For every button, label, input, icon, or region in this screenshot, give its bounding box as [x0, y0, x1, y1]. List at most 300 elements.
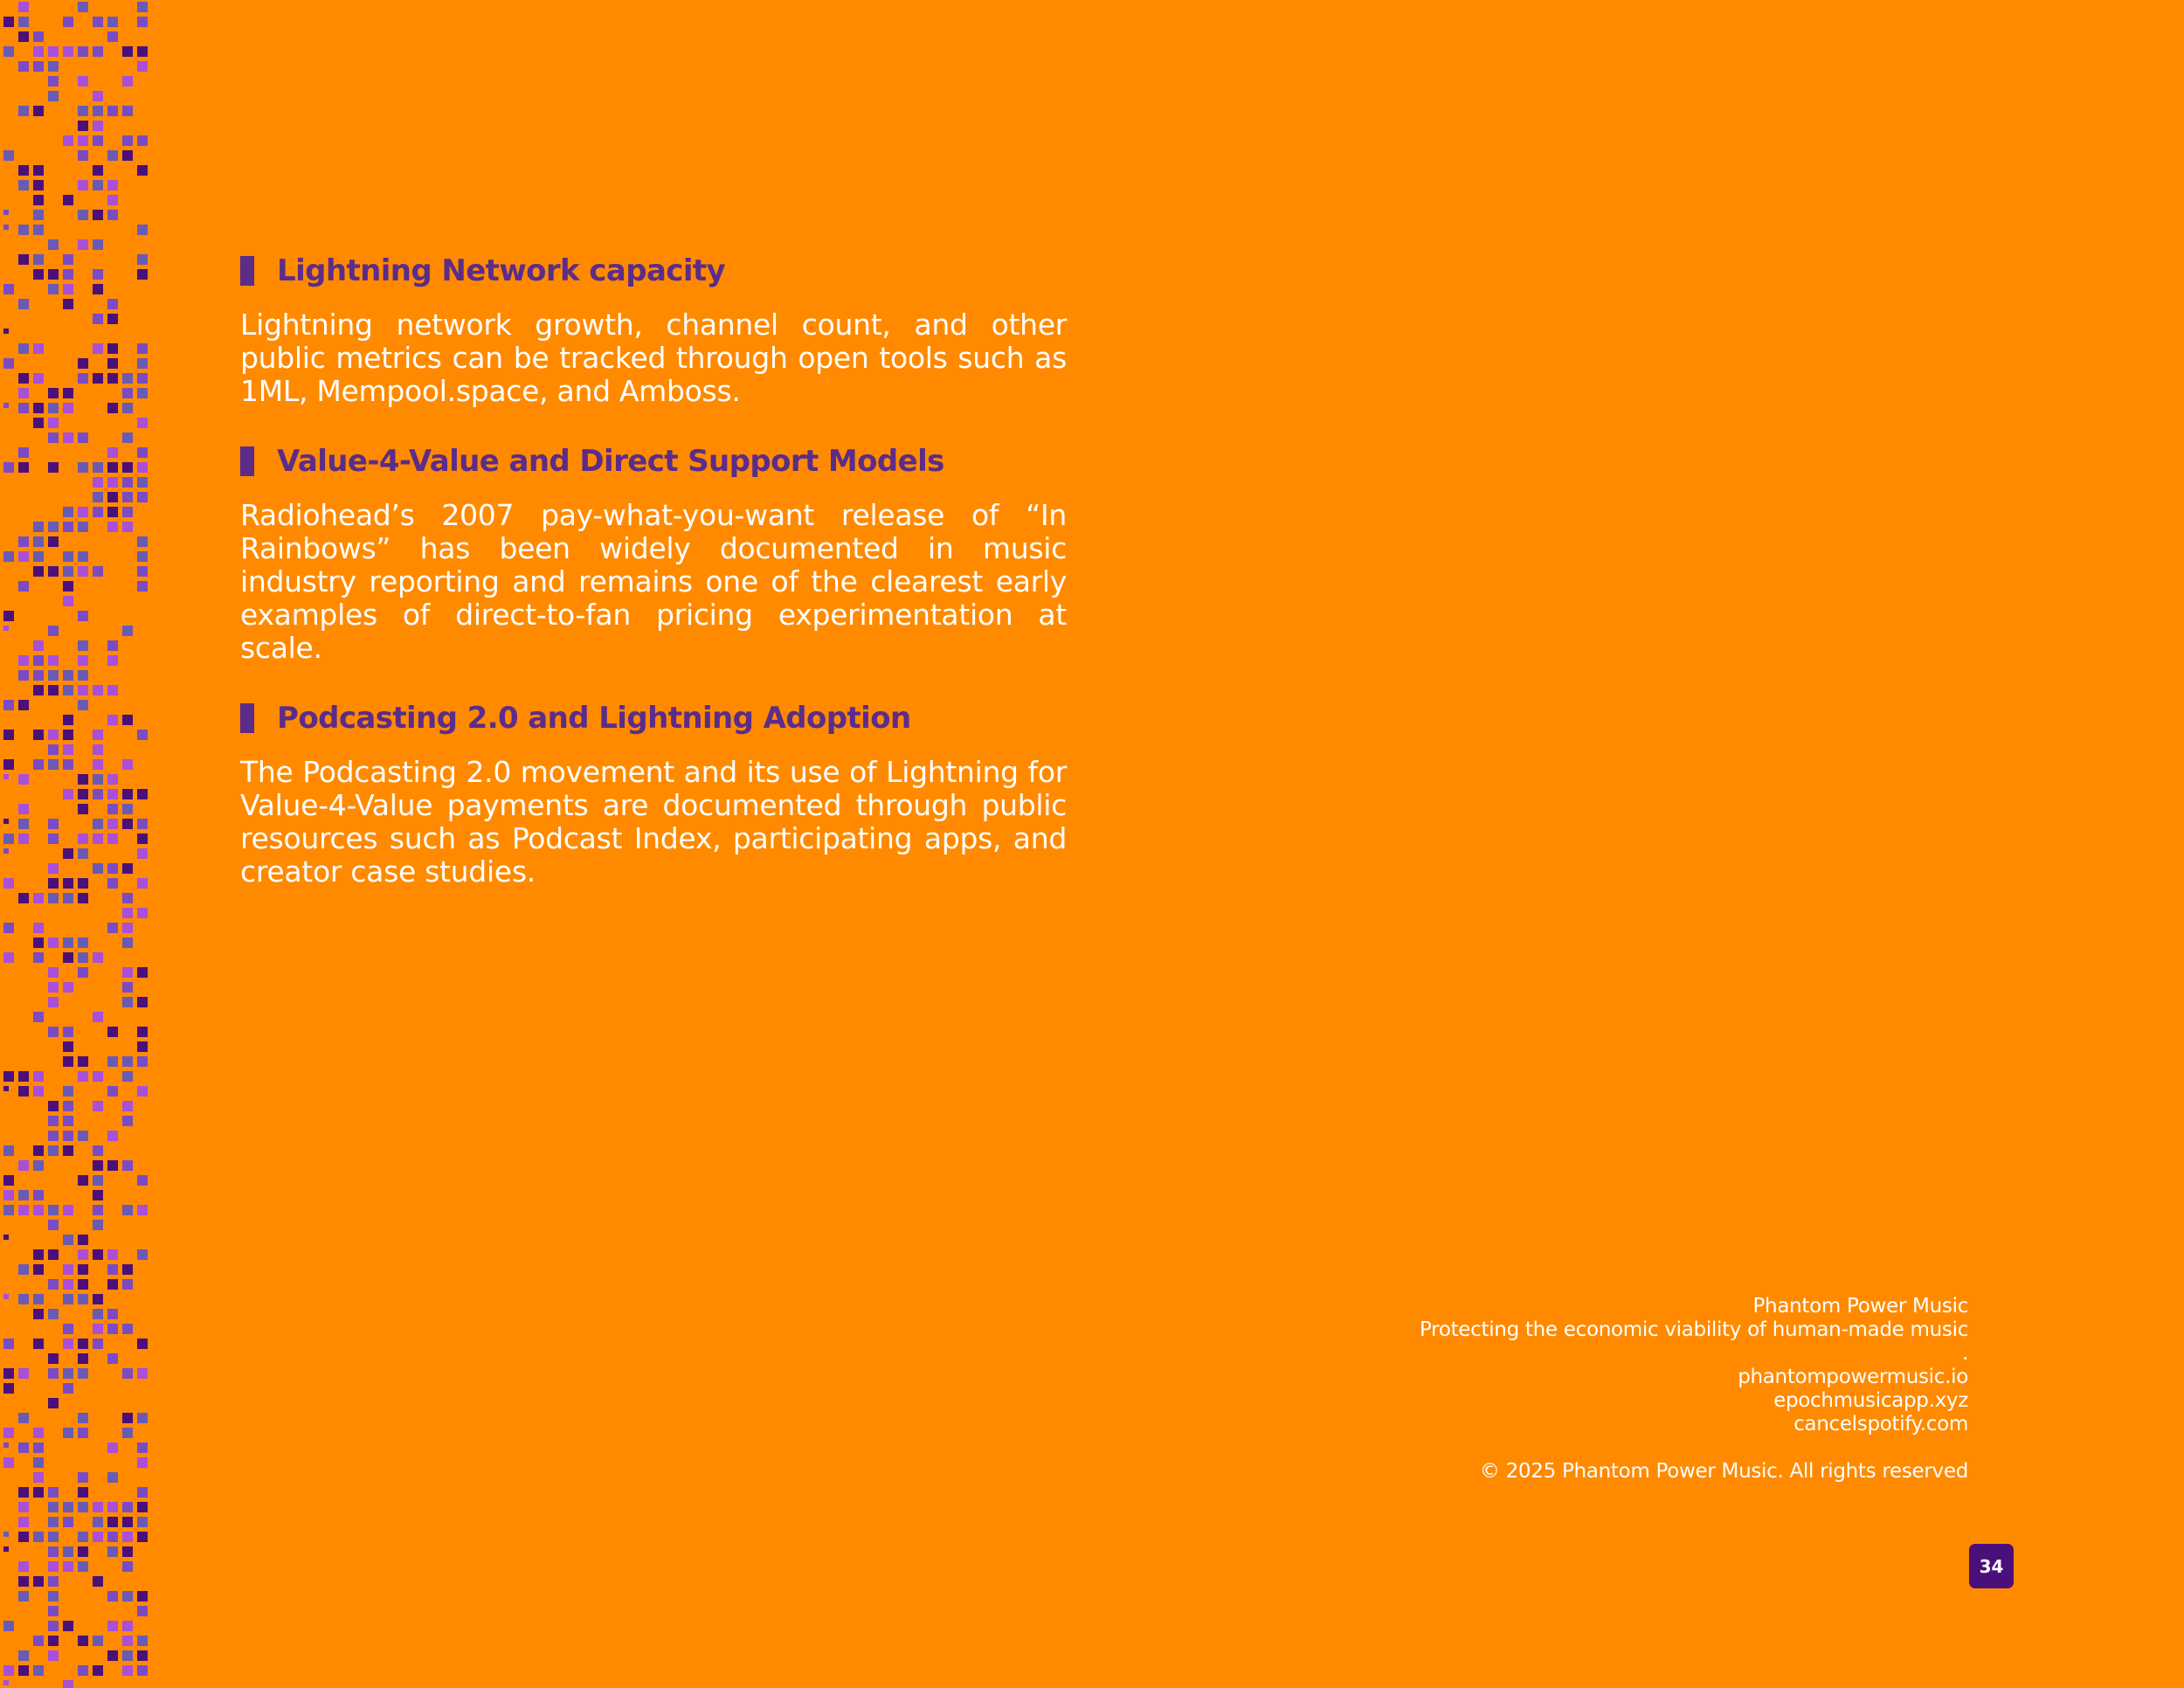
footer-link[interactable]: epochmusicapp.xyz [1773, 1389, 1968, 1412]
pixel-square [107, 1591, 118, 1602]
pixel-square [137, 2, 148, 12]
pixel-square [33, 1249, 44, 1260]
pixel-square [122, 1056, 133, 1067]
pixel-square [137, 343, 148, 354]
pixel-square [78, 76, 88, 86]
pixel-square [122, 1517, 133, 1527]
pixel-square [93, 759, 103, 770]
pixel-square [18, 1294, 29, 1304]
pixel-square [33, 1294, 44, 1304]
pixel-square [63, 17, 73, 27]
section-value-4-value [240, 439, 1067, 665]
pixel-square [48, 1205, 59, 1215]
pixel-square [78, 952, 88, 963]
pixel-square [78, 1235, 88, 1245]
pixel-square [3, 730, 14, 740]
pixel-square [63, 1428, 73, 1438]
pixel-square [18, 106, 29, 116]
pixel-square [137, 1339, 148, 1349]
pixel-square [78, 834, 88, 844]
pixel-square [33, 730, 44, 740]
pixel-square [93, 1324, 103, 1334]
pixel-square [48, 1517, 59, 1527]
pixel-square [63, 507, 73, 517]
pixel-square [93, 17, 103, 27]
pixel-square [78, 878, 88, 889]
pixel-square [93, 314, 103, 324]
pixel-square [63, 670, 73, 681]
pixel-square [122, 388, 133, 398]
pixel-square [78, 1264, 88, 1275]
pixel-square [78, 655, 88, 666]
pixel-square [78, 46, 88, 57]
pixel-square [33, 1442, 44, 1453]
pixel-square [137, 1056, 148, 1067]
pixel-square [78, 1071, 88, 1082]
pixel-square [107, 1027, 118, 1037]
pixel-square [33, 1576, 44, 1587]
pixel-square [107, 195, 118, 205]
pixel-square [33, 759, 44, 770]
pixel-square [137, 1175, 148, 1186]
pixel-square [122, 1368, 133, 1379]
pixel-square [33, 106, 44, 116]
pixel-square [63, 1027, 73, 1037]
pixel-square [33, 1636, 44, 1646]
pixel-square [93, 1220, 103, 1230]
pixel-square [122, 819, 133, 829]
footer-org-name: Phantom Power Music [1752, 1295, 1968, 1318]
pixel-square [78, 1472, 88, 1483]
pixel-square [3, 1294, 9, 1299]
pixel-square [63, 1264, 73, 1275]
pixel-square [122, 789, 133, 799]
pixel-square [33, 195, 44, 205]
pixel-square [18, 1368, 29, 1379]
pixel-square [137, 1413, 148, 1423]
pixel-square [3, 1205, 14, 1215]
pixel-square [33, 1160, 44, 1171]
pixel-square [137, 165, 148, 176]
pixel-square [93, 492, 103, 502]
pixel-square [93, 789, 103, 799]
pixel-square [107, 31, 118, 42]
pixel-square [122, 759, 133, 770]
section-heading [240, 696, 1067, 740]
pixel-square [3, 358, 14, 369]
main-content [240, 249, 1067, 920]
pixel-square [93, 685, 103, 695]
pixel-square [3, 403, 9, 408]
pixel-square [18, 1160, 29, 1171]
pixel-square [137, 1650, 148, 1661]
pixel-square [122, 507, 133, 517]
pixel-square [48, 863, 59, 874]
pixel-square [48, 878, 59, 889]
pixel-square [107, 655, 118, 666]
pixel-square [48, 1353, 59, 1364]
section-body: Radiohead’s 2007 pay-what-you-want release of “In Rainbows” has been widely documented in music industry reporting and remains one of the clearest early examples of direct-to-fan pricing experimentation at scale. [240, 498, 1067, 665]
pixel-square [78, 566, 88, 577]
pixel-square [78, 1428, 88, 1438]
pixel-square [122, 967, 133, 978]
pixel-square [78, 358, 88, 369]
pixel-square [63, 195, 73, 205]
pixel-square [93, 1532, 103, 1542]
pixel-square [48, 997, 59, 1007]
pixel-square [93, 730, 103, 740]
pixel-square [3, 1368, 14, 1379]
pixel-square [48, 655, 59, 666]
footer-link[interactable]: phantompowermusic.io [1738, 1366, 1968, 1388]
pixel-square [33, 403, 44, 413]
pixel-square [122, 1636, 133, 1646]
pixel-square [33, 522, 44, 532]
pixel-square [48, 1532, 59, 1542]
pixel-square [63, 1279, 73, 1290]
pixel-square [78, 135, 88, 146]
pixel-square [78, 685, 88, 695]
pixel-square [122, 1413, 133, 1423]
pixel-square [107, 507, 118, 517]
pixel-square [33, 46, 44, 57]
pixel-square [3, 1086, 9, 1091]
pixel-square [63, 1101, 73, 1111]
pixel-square [78, 1175, 88, 1186]
pixel-square [63, 685, 73, 695]
pixel-square [107, 1546, 118, 1557]
pixel-square [122, 1264, 133, 1275]
pixel-square [18, 180, 29, 190]
pixel-square [18, 17, 29, 27]
pixel-square [93, 952, 103, 963]
footer-tagline: Protecting the economic viability of human-made music [1420, 1318, 1968, 1341]
pixel-square [107, 180, 118, 190]
pixel-square [122, 1561, 133, 1572]
pixel-square [78, 937, 88, 948]
pixel-square [78, 1131, 88, 1141]
pixel-square [78, 1546, 88, 1557]
heading-text: Lightning Network capacity [277, 253, 726, 288]
pixel-square [63, 299, 73, 309]
pixel-square [93, 46, 103, 57]
pixel-square [63, 388, 73, 398]
pixel-square [93, 1294, 103, 1304]
pixel-square [18, 1576, 29, 1587]
pixel-square [78, 1249, 88, 1260]
pixel-square [137, 1517, 148, 1527]
pixel-square [93, 1145, 103, 1156]
pixel-square [18, 1071, 29, 1082]
pixel-square [107, 1160, 118, 1171]
pixel-square [33, 418, 44, 428]
pixel-square [78, 1636, 88, 1646]
pixel-square [18, 1650, 29, 1661]
page-footer [1420, 1295, 1968, 1484]
pixel-square [78, 670, 88, 681]
pixel-square [48, 462, 59, 473]
pixel-square [93, 135, 103, 146]
pixel-square [107, 477, 118, 488]
pixel-square [48, 269, 59, 280]
pixel-square [63, 566, 73, 577]
pixel-square [137, 1606, 148, 1616]
footer-tagline-dot: . [1961, 1342, 1968, 1365]
pixel-square [122, 1071, 133, 1082]
pixel-square [93, 106, 103, 116]
pixel-square [3, 952, 14, 963]
pixel-square [122, 908, 133, 918]
pixel-square [122, 982, 133, 993]
pixel-square [122, 150, 133, 161]
pixel-square [78, 1353, 88, 1364]
heading-accent-bar [240, 256, 254, 286]
pixel-square [18, 1517, 29, 1527]
pixel-square [122, 106, 133, 116]
pixel-square [18, 373, 29, 384]
pixel-square [137, 373, 148, 384]
pixel-square [137, 1249, 148, 1260]
pixel-square [78, 848, 88, 859]
pixel-square [137, 135, 148, 146]
pixel-square [63, 1502, 73, 1512]
pixel-square [122, 1101, 133, 1111]
pixel-square [48, 670, 59, 681]
pixel-square [137, 1502, 148, 1512]
pixel-square [18, 700, 29, 710]
pixel-square [137, 418, 148, 428]
pixel-square [93, 1249, 103, 1260]
pixel-square [33, 670, 44, 681]
pixel-square [122, 1324, 133, 1334]
pixel-square [48, 893, 59, 903]
pixel-square [122, 462, 133, 473]
pixel-square [18, 2, 29, 12]
pixel-square [122, 893, 133, 903]
pixel-square [93, 1012, 103, 1022]
pixel-square [93, 180, 103, 190]
pixel-square [63, 269, 73, 280]
pixel-square [78, 106, 88, 116]
pixel-square [137, 908, 148, 918]
pixel-square [137, 819, 148, 829]
pixel-square [3, 819, 9, 824]
pixel-square [33, 269, 44, 280]
pixel-square [63, 893, 73, 903]
pixel-square [63, 715, 73, 725]
pixel-square [48, 403, 59, 413]
pixel-square [122, 1160, 133, 1171]
pixel-square [48, 284, 59, 294]
pixel-square [63, 551, 73, 562]
heading-text: Podcasting 2.0 and Lightning Adoption [277, 701, 911, 736]
pixel-square [122, 1546, 133, 1557]
pixel-square [107, 1264, 118, 1275]
pixel-square [63, 135, 73, 146]
pixel-square [78, 2, 88, 12]
pixel-square [137, 1442, 148, 1453]
pixel-square [107, 462, 118, 473]
pixel-square [78, 640, 88, 651]
pixel-square [137, 848, 148, 859]
pixel-square [107, 492, 118, 502]
pixel-square [3, 1546, 9, 1552]
pixel-square [107, 789, 118, 799]
pixel-square [18, 655, 29, 666]
pixel-square [3, 700, 14, 710]
pixel-square [48, 388, 59, 398]
section-podcasting [240, 696, 1067, 889]
pixel-square [137, 789, 148, 799]
pixel-square [107, 715, 118, 725]
pixel-square [93, 1309, 103, 1319]
pixel-square [78, 507, 88, 517]
pixel-square [137, 1487, 148, 1498]
pixel-square [93, 834, 103, 844]
pixel-square [48, 1621, 59, 1631]
pixel-square [18, 804, 29, 814]
pixel-square [137, 997, 148, 1007]
pixel-square [33, 893, 44, 903]
pixel-square [33, 551, 44, 562]
pixel-square [93, 269, 103, 280]
pixel-square [48, 1145, 59, 1156]
pixel-square [33, 31, 44, 42]
heading-accent-bar [240, 703, 254, 733]
pixel-square [48, 418, 59, 428]
pixel-square [18, 1190, 29, 1200]
pixel-square [137, 1027, 148, 1037]
pixel-square [107, 17, 118, 27]
pixel-square [107, 314, 118, 324]
pixel-square [18, 1502, 29, 1512]
pixel-square [3, 1665, 14, 1676]
pixel-square [122, 1502, 133, 1512]
pixel-square [48, 1561, 59, 1572]
pixel-square [48, 1606, 59, 1616]
pixel-square [137, 269, 148, 280]
pixel-square [107, 522, 118, 532]
pixel-square [63, 789, 73, 799]
pixel-square [93, 1636, 103, 1646]
pixel-square [63, 1116, 73, 1126]
pixel-square [18, 1442, 29, 1453]
pixel-square [63, 581, 73, 591]
section-lightning-capacity [240, 249, 1067, 408]
pixel-square [33, 343, 44, 354]
pixel-square [78, 180, 88, 190]
pixel-square [78, 789, 88, 799]
pixel-square [3, 17, 14, 27]
pixel-square [63, 46, 73, 57]
pixel-square [122, 863, 133, 874]
pixel-square [78, 700, 88, 710]
pixel-square [107, 1442, 118, 1453]
pixel-square [63, 522, 73, 532]
footer-link[interactable]: cancelspotify.com [1794, 1413, 1968, 1435]
pixel-square [3, 1145, 14, 1156]
pixel-square [48, 239, 59, 250]
pixel-square [3, 878, 14, 889]
pixel-square [18, 388, 29, 398]
pixel-square [93, 1071, 103, 1082]
pixel-square [63, 730, 73, 740]
pixel-square [18, 403, 29, 413]
pixel-square [63, 848, 73, 859]
pixel-square [18, 1413, 29, 1423]
pixel-square [93, 1517, 103, 1527]
pixel-square [122, 1205, 133, 1215]
pixel-square [137, 1205, 148, 1215]
pixel-square [48, 685, 59, 695]
pixel-square [48, 1101, 59, 1111]
pixel-square [18, 819, 29, 829]
pixel-square [33, 1264, 44, 1275]
pixel-square [48, 1576, 59, 1587]
pixel-square [48, 967, 59, 978]
pixel-square [33, 1665, 44, 1676]
pixel-square [137, 536, 148, 547]
pixel-square [63, 1517, 73, 1527]
pixel-square [107, 1502, 118, 1512]
pixel-square [137, 834, 148, 844]
pixel-square [137, 878, 148, 889]
pixel-square [78, 1502, 88, 1512]
pixel-square [78, 551, 88, 562]
pixel-square [33, 1086, 44, 1097]
pixel-square [93, 165, 103, 176]
pixel-square [137, 967, 148, 978]
pixel-square [48, 1591, 59, 1602]
pixel-square [18, 893, 29, 903]
pixel-square [107, 1056, 118, 1067]
pixel-square [18, 343, 29, 354]
pixel-square [3, 1457, 14, 1468]
pixel-square [48, 1309, 59, 1319]
pixel-square [93, 239, 103, 250]
pixel-square [78, 1368, 88, 1379]
pixel-square [107, 1650, 118, 1661]
pixel-square [3, 1680, 9, 1685]
pixel-square [3, 774, 9, 779]
pixel-square [63, 596, 73, 606]
pixel-square [78, 1532, 88, 1542]
pixel-square [48, 1650, 59, 1661]
pixel-square [137, 225, 148, 235]
pixel-square [63, 1324, 73, 1334]
pixel-square [107, 403, 118, 413]
pixel-square [18, 1205, 29, 1215]
pixel-square [33, 536, 44, 547]
pixel-square [93, 1576, 103, 1587]
pixel-square [63, 937, 73, 948]
pixel-square [93, 477, 103, 488]
pixel-square [18, 254, 29, 265]
pixel-square [107, 1131, 118, 1141]
pixel-square [48, 834, 59, 844]
pixel-square [33, 254, 44, 265]
pixel-square [78, 121, 88, 131]
section-heading [240, 439, 1067, 483]
pixel-square [3, 1532, 9, 1537]
pixel-square [33, 937, 44, 948]
pixel-square [93, 343, 103, 354]
pixel-square [78, 210, 88, 220]
section-body: Lightning network growth, channel count, and other public metrics can be tracked through open tools such as 1ML, Mempool.space, and Amboss. [240, 308, 1067, 408]
pixel-square [18, 31, 29, 42]
pixel-square [107, 640, 118, 651]
pixel-square [48, 46, 59, 57]
